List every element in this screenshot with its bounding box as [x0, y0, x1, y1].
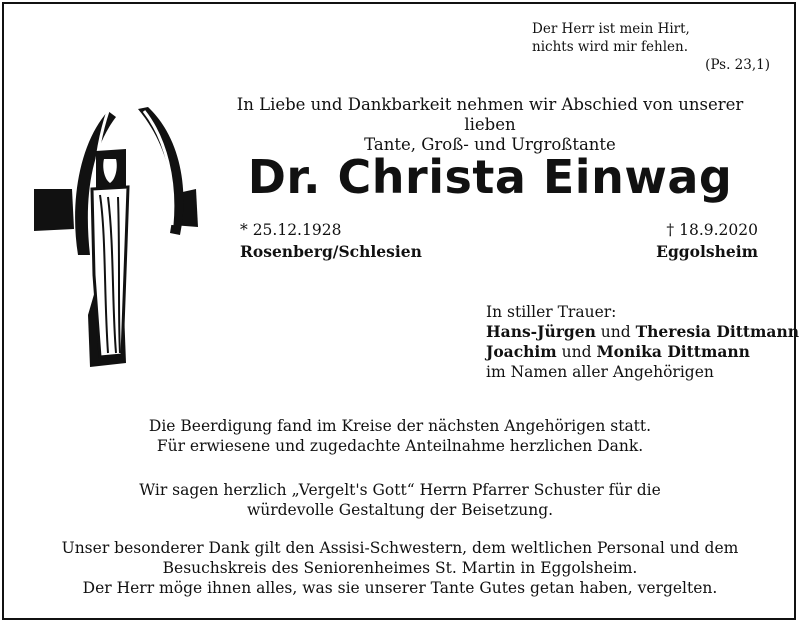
birth-info	[240, 220, 422, 262]
birth-symbol: *	[240, 221, 248, 239]
death-info	[656, 220, 758, 262]
thanks-care-home-line-1: Unser besonderer Dank gilt den Assisi-Schwestern, dem weltlichen Personal und dem	[61, 539, 739, 557]
mourners-block	[486, 302, 799, 382]
deceased-name: Dr. Christa Einwag	[247, 150, 733, 204]
thanks-pastor	[30, 480, 770, 520]
intro-line-1: In Liebe und Dankbarkeit nehmen wir Abschied von unserer lieben	[236, 95, 744, 134]
funeral-note	[30, 416, 770, 456]
thanks-care-home-line-2: Besuchskreis des Seniorenheimes St. Martin in Eggolsheim.	[162, 559, 638, 577]
birth-place: Rosenberg/Schlesien	[240, 242, 422, 261]
psalm-line-1: Der Herr ist mein Hirt,	[532, 21, 690, 37]
birth-date: 25.12.1928	[252, 221, 342, 239]
psalm-reference: (Ps. 23,1)	[705, 57, 770, 73]
thanks-care-home-line-3: Der Herr möge ihnen alles, was sie unserer Tante Gutes getan haben, vergelten.	[82, 579, 718, 597]
mourners-footer: im Namen aller Angehörigen	[486, 363, 714, 381]
crucifix-figure-icon	[30, 105, 205, 370]
mourner-name: Monika Dittmann	[596, 342, 750, 361]
mourner-conjunction: und	[600, 323, 631, 341]
psalm-quote	[532, 20, 772, 74]
death-place: Eggolsheim	[656, 242, 758, 261]
death-date: 18.9.2020	[679, 221, 758, 239]
mourners-row-1	[486, 322, 799, 342]
thanks-pastor-line-1: Wir sagen herzlich „Vergelt's Gott“ Herrn Pfarrer Schuster für die	[139, 481, 661, 499]
mourner-name: Hans-Jürgen	[486, 322, 596, 341]
intro-line-2: Tante, Groß- und Urgroßtante	[364, 135, 616, 154]
thanks-care-home	[30, 538, 770, 598]
mourner-name: Theresia Dittmann	[635, 322, 800, 341]
funeral-note-line-2: Für erwiesene und zugedachte Anteilnahme herzlichen Dank.	[156, 437, 644, 455]
funeral-note-line-1: Die Beerdigung fand im Kreise der nächsten Angehörigen statt.	[148, 417, 652, 435]
psalm-line-2: nichts wird mir fehlen.	[532, 39, 689, 55]
mourner-conjunction: und	[561, 343, 592, 361]
thanks-pastor-line-2: würdevolle Gestaltung der Beisetzung.	[246, 501, 554, 519]
mourner-name: Joachim	[486, 342, 557, 361]
death-symbol: †	[666, 221, 675, 239]
mourners-heading: In stiller Trauer:	[486, 303, 617, 321]
mourners-row-2	[486, 342, 799, 362]
